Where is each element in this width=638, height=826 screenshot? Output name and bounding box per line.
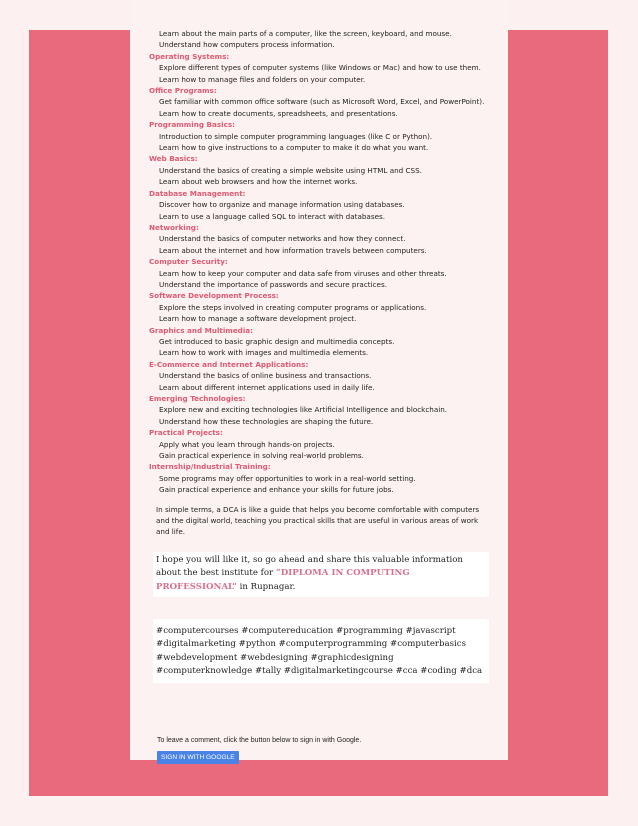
hashtag-box: #computercourses #computereducation #programming #javascript #digitalmarketing #python #computerprogramming #computerbasics #webdevelopment #webdesigning #graphicdesigning #computerknowledge #tally #digitalmarketingcourse #cca #coding #dca [153, 619, 489, 683]
share-text-before: I hope you will like it, so go ahead and share this valuable information about the best institute for [156, 554, 463, 579]
list-item: Explore new and exciting technologies like Artificial Intelligence and blockchain. [159, 405, 448, 415]
list-item: Explore different types of computer systems (like Windows or Mac) and how to use them. [159, 63, 481, 73]
course-sections [149, 51, 508, 496]
section-heading: E-Commerce and Internet Applications: [149, 359, 309, 369]
section-heading: Web Basics: [149, 154, 198, 164]
list-item: Understand the basics of computer networks and how they connect. [159, 234, 406, 244]
list-item: Discover how to organize and manage information using databases. [159, 200, 405, 210]
share-text-after: in Rupnagar. [236, 582, 296, 593]
section-heading: Database Management: [149, 188, 246, 198]
list-item: Understand how computers process information. [159, 40, 335, 50]
list-item: Understand the basics of creating a simple website using HTML and CSS. [159, 165, 422, 175]
list-item: Learn how to create documents, spreadsheets, and presentations. [159, 108, 398, 118]
list-item: Get familiar with common office software (such as Microsoft Word, Excel, and PowerPoint). [159, 97, 485, 107]
list-item: Learn about different internet applications used in daily life. [159, 382, 375, 392]
google-sign-in-button[interactable]: SIGN IN WITH GOOGLE [157, 751, 239, 764]
article-body [130, 0, 508, 760]
section-heading: Computer Security: [149, 257, 228, 267]
list-item: Learn to use a language called SQL to interact with databases. [159, 211, 386, 221]
list-item: Some programs may offer opportunities to work in a real-world setting. [159, 473, 416, 483]
comment-prompt: To leave a comment, click the button below to sign in with Google. [157, 737, 362, 745]
share-callout [153, 552, 489, 597]
summary-paragraph: In simple terms, a DCA is like a guide that helps you become comfortable with computers and the digital world, teaching you practical skills that are useful in various areas of work and life. [156, 504, 480, 537]
section-heading: Graphics and Multimedia: [149, 325, 254, 335]
section-heading: Programming Basics: [149, 120, 235, 130]
list-item: Understand how these technologies are shaping the future. [159, 416, 374, 426]
intro-list [149, 28, 508, 51]
section-heading: Internship/Industrial Training: [149, 462, 271, 472]
section-heading: Networking: [149, 222, 199, 232]
list-item: Learn how to manage files and folders on your computer. [159, 74, 366, 84]
section-heading: Emerging Technologies: [149, 394, 246, 403]
comment-section [157, 737, 508, 764]
list-item: Understand the importance of passwords and secure practices. [159, 279, 387, 289]
list-item: Introduction to simple computer programming languages (like C or Python). [159, 131, 433, 141]
section-heading: Office Programs: [149, 86, 217, 96]
list-item: Learn how to work with images and multimedia elements. [159, 348, 369, 358]
list-item: Learn how to keep your computer and data safe from viruses and other threats. [159, 268, 447, 278]
list-item: Get introduced to basic graphic design and multimedia concepts. [159, 336, 395, 346]
list-item: Learn how to manage a software development project. [159, 314, 357, 324]
list-item: Gain practical experience in solving real-world problems. [159, 451, 364, 461]
institute-name: “DIPLOMA IN COMPUTING PROFESSIONAL” [156, 568, 410, 593]
list-item: Apply what you learn through hands-on projects. [159, 439, 335, 449]
list-item: Explore the steps involved in creating computer programs or applications. [159, 302, 427, 312]
list-item: Understand the basics of online business and transactions. [159, 371, 372, 381]
section-heading: Software Development Process: [149, 291, 279, 301]
list-item: Learn about the internet and how information travels between computers. [159, 245, 427, 255]
section-heading: Operating Systems: [149, 51, 230, 61]
list-item: Learn how to give instructions to a computer to make it do what you want. [159, 143, 429, 153]
list-item: Learn about web browsers and how the internet works. [159, 177, 358, 187]
section-heading: Practical Projects: [149, 428, 223, 438]
list-item: Gain practical experience and enhance your skills for future jobs. [159, 485, 394, 495]
list-item: Learn about the main parts of a computer, like the screen, keyboard, and mouse. [159, 29, 452, 38]
